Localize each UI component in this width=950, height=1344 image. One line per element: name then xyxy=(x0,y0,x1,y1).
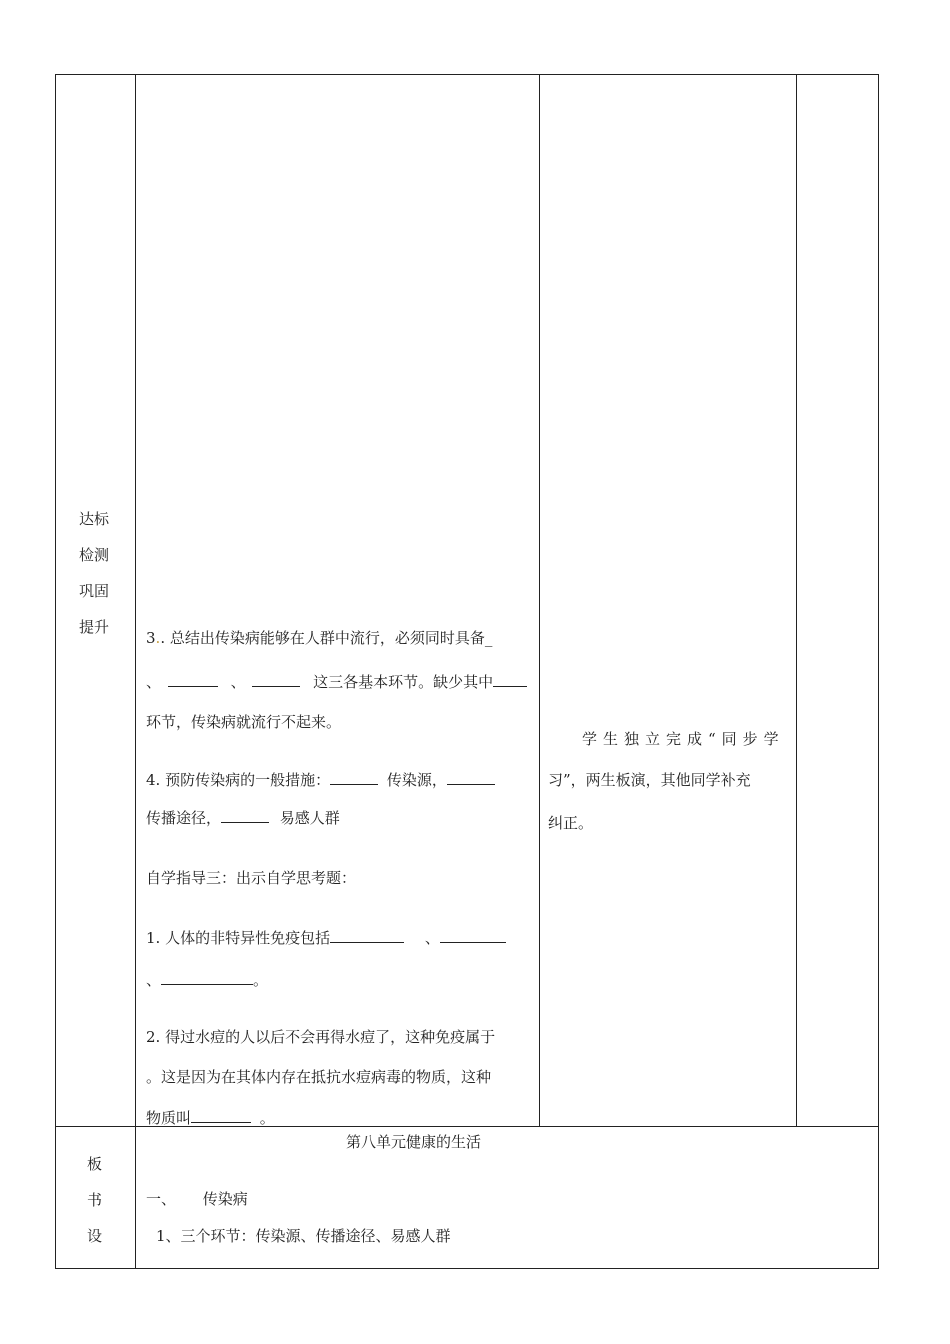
fill-blank[interactable] xyxy=(447,770,495,785)
section-label-line: 达标 xyxy=(79,510,110,528)
content-column-divider xyxy=(539,74,540,1127)
q1-line1: 1. 人体的非特异性免疫包括 、 xyxy=(146,928,506,948)
section-label-line: 检测 xyxy=(79,546,110,564)
item3-mark: . xyxy=(155,629,161,647)
label-column-divider xyxy=(135,74,136,1269)
q2-line3: 物质叫 。 xyxy=(146,1109,275,1127)
q1-line2: 、 。 xyxy=(146,971,269,989)
board-point-1: 1、三个环节：传染源、传播途径、易感人群 xyxy=(156,1227,451,1245)
table-top-border xyxy=(55,74,879,75)
item4-line1: 4. 预防传染病的一般措施： 传染源， xyxy=(146,770,495,790)
activity-column-divider xyxy=(796,74,797,1127)
board-label-char: 设 xyxy=(87,1227,103,1245)
q2-line1: 2. 得过水痘的人以后不会再得水痘了，这种免疫属于 xyxy=(146,1028,496,1046)
fill-blank[interactable] xyxy=(252,672,300,687)
activity-line1: 学生独立完成“同步学 xyxy=(582,730,785,748)
item3-line3: 环节，传染病就流行不起来。 xyxy=(146,713,342,731)
activity-line2: 习”，两生板演，其他同学补充 xyxy=(548,771,751,789)
item3-line1 xyxy=(146,628,492,648)
fill-blank[interactable] xyxy=(168,672,218,687)
fill-blank[interactable] xyxy=(330,770,378,785)
table-right-border xyxy=(878,74,879,1269)
table-left-border xyxy=(55,74,56,1269)
fill-blank[interactable] xyxy=(221,808,269,823)
activity-line3: 纠正。 xyxy=(548,814,594,832)
item3-line2: 、 、 这三各基本环节。缺少其中 xyxy=(146,672,527,692)
fill-blank[interactable] xyxy=(330,928,404,943)
fill-blank[interactable] xyxy=(493,672,527,687)
board-label-char: 板 xyxy=(87,1155,103,1173)
q2-line2: 。这是因为在其体内存在抵抗水痘病毒的物质，这种 xyxy=(146,1068,492,1086)
table-bottom-border xyxy=(55,1268,879,1269)
board-heading: 一、 传染病 xyxy=(146,1190,248,1208)
item3-number: 3 xyxy=(146,629,156,647)
section-label-line: 提升 xyxy=(79,618,110,636)
fill-blank[interactable] xyxy=(191,1108,251,1123)
item3-text: . 总结出传染病能够在人群中流行，必须同时具备_ xyxy=(160,629,493,647)
section-label-line: 巩固 xyxy=(79,582,110,600)
fill-blank[interactable] xyxy=(440,928,506,943)
self-study-guide-3: 自学指导三：出示自学思考题： xyxy=(146,869,357,887)
fill-blank[interactable] xyxy=(161,970,253,985)
board-title: 第八单元健康的生活 xyxy=(346,1133,482,1151)
item4-line2: 传播途径， 易感人群 xyxy=(146,809,340,827)
board-label-char: 书 xyxy=(87,1191,103,1209)
